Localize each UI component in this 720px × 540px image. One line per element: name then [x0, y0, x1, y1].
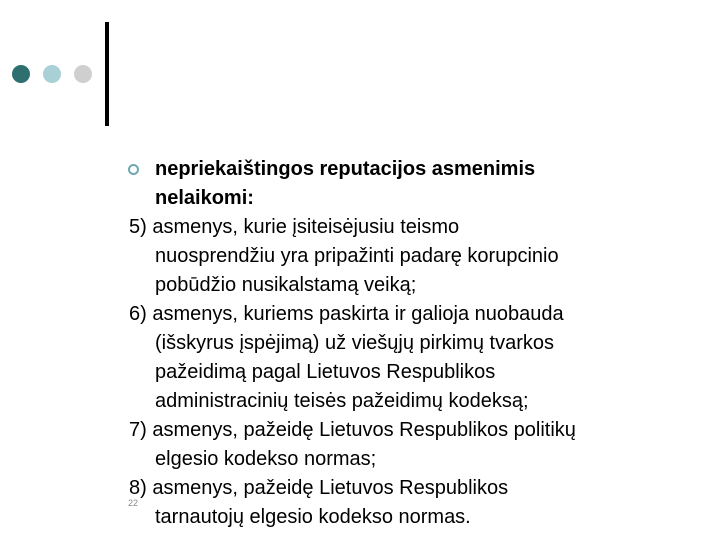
list-item-6: 6) asmenys, kuriems paskirta ir galioja nuobauda [129, 303, 564, 325]
heading-line: nelaikomi: [155, 187, 254, 209]
decor-dot-gray [74, 65, 92, 83]
list-item-6-cont: (išskyrus įspėjimą) už viešųjų pirkimų tvarkos [155, 332, 554, 354]
list-item-5-cont: pobūdžio nusikalstamą veiką; [155, 274, 417, 296]
list-item-8: 8) asmenys, pažeidę Lietuvos Respublikos [129, 477, 509, 499]
decor-dot-light [43, 65, 61, 83]
heading-line: nepriekaištingos reputacijos asmenimis [155, 158, 536, 180]
list-item-7: 7) asmenys, pažeidę Lietuvos Respublikos politikų [129, 419, 576, 441]
slide-body [129, 155, 709, 532]
title-divider-line [105, 22, 109, 126]
slide-number: 22 [128, 498, 139, 508]
list-item-6-cont: administracinių teisės pažeidimų kodeksą; [155, 390, 529, 412]
list-item-5: 5) asmenys, kurie įsiteisėjusiu teismo [129, 216, 460, 238]
list-item-6-cont: pažeidimą pagal Lietuvos Respublikos [155, 361, 496, 383]
list-item-7-cont: elgesio kodekso normas; [155, 448, 377, 470]
list-item-8-cont: tarnautojų elgesio kodekso normas. [155, 506, 471, 528]
list-item-5-cont: nuosprendžiu yra pripažinti padarę korupcinio [155, 245, 559, 267]
decor-dot-dark [12, 65, 30, 83]
